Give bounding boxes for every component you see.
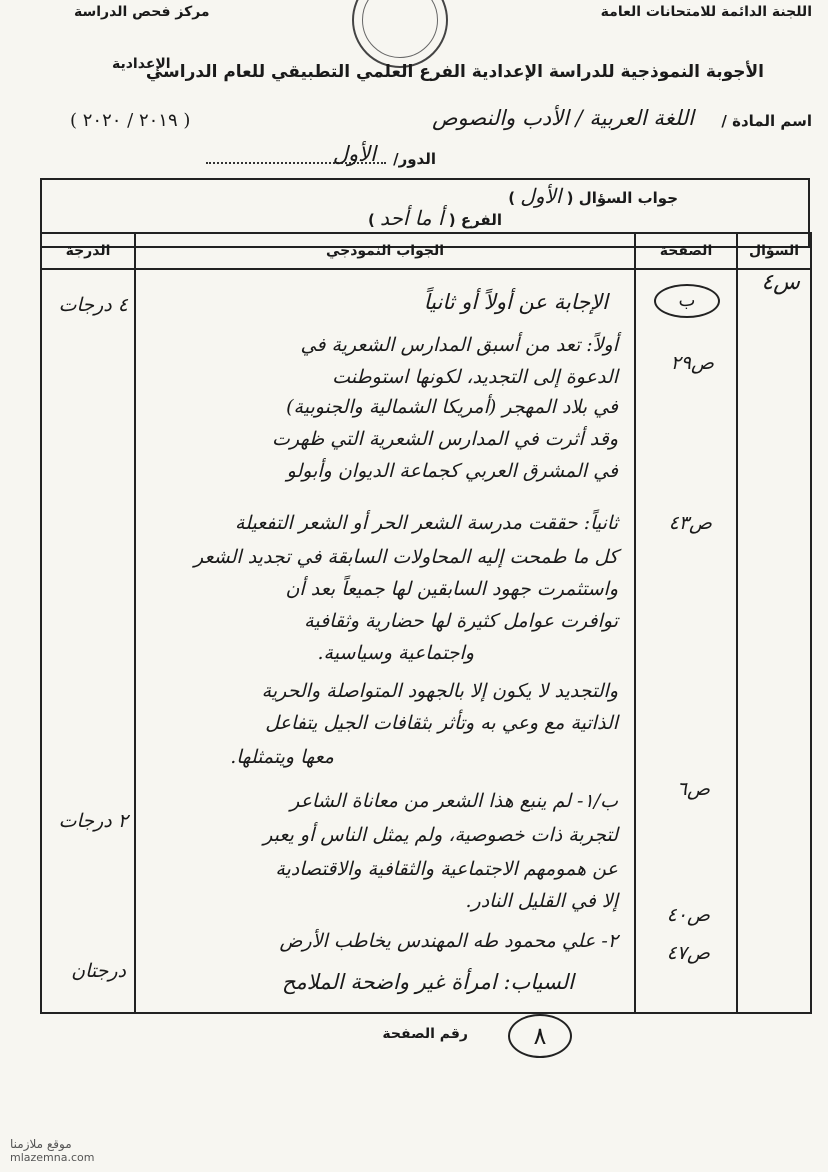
answer-line: الدعوة إلى التجديد، لكونها استوطنت — [332, 366, 618, 388]
header-answer: الجواب النموذجي — [135, 233, 635, 269]
page-number-row — [0, 1014, 828, 1064]
page-number: ٨ — [508, 1014, 572, 1058]
year-value: ( ٢٠١٩ / ٢٠٢٠ ) — [70, 110, 191, 131]
answer-body — [136, 270, 634, 1012]
answer-line: في المشرق العربي كجماعة الديوان وأبولو — [286, 460, 618, 482]
ministry-seal — [352, 0, 448, 68]
grade-2: ٢ درجات — [58, 810, 128, 832]
page-circle: ب — [654, 284, 720, 318]
header-question: السؤال — [737, 233, 811, 269]
subject-value: اللغة العربية / الأدب والنصوص — [432, 106, 694, 130]
answer-line: واستثمرت جهود السابقين لها جميعاً بعد أن — [285, 578, 618, 600]
answer-line: واجتماعية وسياسية. — [317, 642, 474, 664]
answer-table — [40, 232, 812, 1014]
round-value: الأول — [332, 142, 376, 166]
answer-line: الذاتية مع وعي به وتأثر بثقافات الجيل يتفاعل — [265, 712, 618, 734]
header-page: الصفحة — [635, 233, 737, 269]
page-ref-4: ص٤٠ — [666, 904, 710, 926]
answer-line: معها ويتمثلها. — [230, 746, 334, 768]
subject-row — [70, 106, 812, 136]
answer-line: عن همومهم الاجتماعية والثقافية والاقتصادية — [275, 858, 618, 880]
page-column — [635, 269, 737, 1013]
answer-line: في بلاد المهجر (أمريكا الشمالية والجنوبية) — [286, 396, 618, 418]
question-column — [737, 269, 811, 1013]
answer-line: أولاً: تعد من أسبق المدارس الشعرية في — [300, 334, 618, 356]
answer-column — [135, 269, 635, 1013]
page-ref-2: ص٤٣ — [668, 512, 712, 534]
answer-line: ب/١- لم ينبع هذا الشعر من معاناة الشاعر — [290, 790, 618, 812]
branch: الفرع ( أ ما أحد ) — [367, 206, 502, 230]
answer-line: توافرت عوامل كثيرة لها حضارية وثقافية — [304, 610, 618, 632]
answer-line: والتجديد لا يكون إلا بالجهود المتواصلة والحرية — [261, 680, 618, 702]
watermark-url: mlazemna.com — [10, 1151, 95, 1164]
page-title: الأجوبة النموذجية للدراسة الإعدادية الفرع العلمي التطبيقي للعام الدراسي — [145, 62, 764, 82]
watermark-site: موقع ملازمنا — [10, 1137, 72, 1151]
answer-question: جواب السؤال ( الأول ) — [508, 184, 678, 208]
question-number: س٤ — [761, 270, 800, 295]
answer-line: وقد أثرت في المدارس الشعرية التي ظهرت — [271, 428, 618, 450]
page-number-label: رقم الصفحة — [382, 1026, 468, 1042]
round-row — [106, 142, 436, 174]
committee-header: اللجنة الدائمة للامتحانات العامة — [600, 4, 812, 20]
grade-1: ٤ درجات — [58, 294, 128, 316]
branch-label: الفرع ( — [448, 211, 502, 229]
answer-line: ثانياً: حققت مدرسة الشعر الحر أو الشعر التفعيلة — [234, 512, 618, 534]
stage-header: الإعدادية — [112, 56, 171, 72]
header-grade: الدرجة — [41, 233, 135, 269]
answer-line: كل ما طمحت إليه المحاولات السابقة في تجديد الشعر — [193, 546, 618, 568]
answer-question-label: جواب السؤال ( — [566, 189, 678, 207]
site-watermark — [10, 1137, 94, 1164]
page-ref-1: ص٢٩ — [670, 352, 714, 374]
answer-question-value: الأول — [520, 184, 562, 208]
answer-line: السياب: امرأة غير واضحة الملامح — [282, 970, 574, 994]
center-header: مركز فحص الدراسة — [74, 4, 210, 20]
page-ref-5: ص٤٧ — [666, 942, 710, 964]
answer-line: الإجابة عن أولاً أو ثانياً — [423, 290, 608, 314]
round-label: الدور/ — [393, 150, 436, 168]
grade-3: درجتان — [71, 960, 126, 982]
answer-line: لتجربة ذات خصوصية، ولم يمثل الناس أو يعبر — [263, 824, 618, 846]
answer-line: ٢- علي محمود طه المهندس يخاطب الأرض — [279, 930, 618, 952]
branch-value: أ ما أحد — [380, 206, 444, 230]
answer-line: إلا في القليل النادر. — [465, 890, 618, 912]
page-ref-3: ص٦ — [676, 778, 710, 800]
grade-column — [41, 269, 135, 1013]
subject-label: اسم المادة / — [721, 112, 812, 130]
